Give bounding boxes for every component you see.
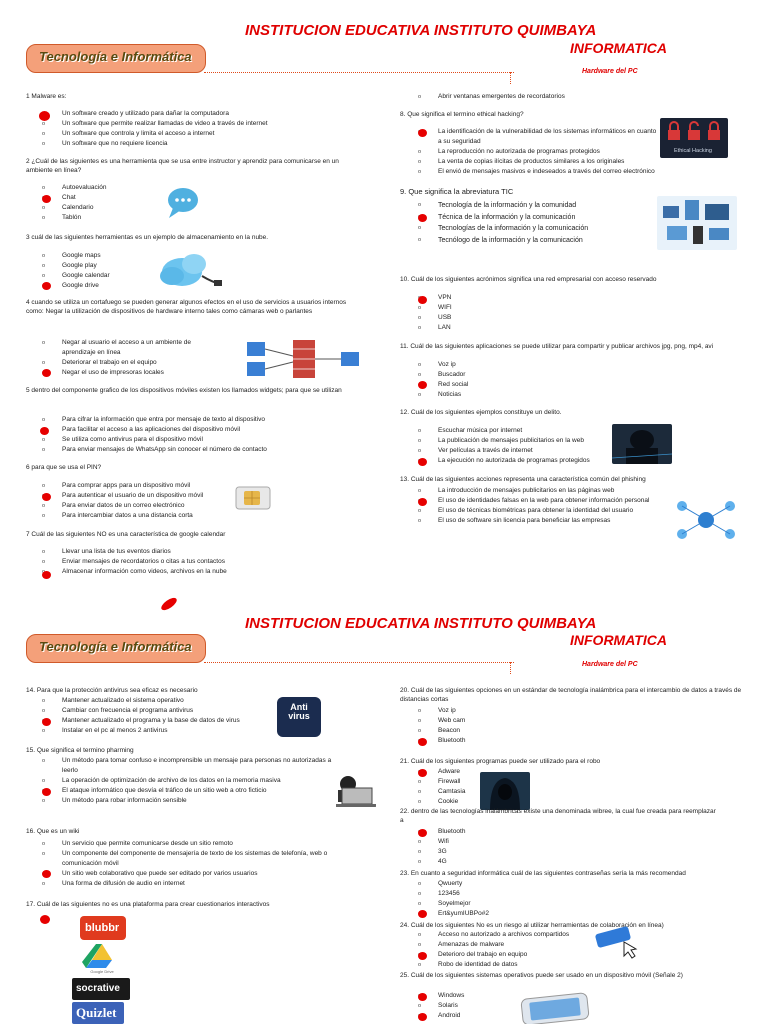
answer-mark: [418, 829, 427, 837]
question-1: 1 Malware es:: [26, 93, 67, 100]
dotted-divider-vertical: [510, 72, 511, 84]
option[interactable]: o La reproducción no autorizada de programas protegidos: [418, 147, 658, 157]
hacker-laptop-image: [324, 774, 376, 808]
answer-mark: [418, 738, 427, 746]
option[interactable]: o Google calendar: [42, 271, 110, 281]
question-16: 16. Que es un wiki: [26, 828, 80, 835]
option[interactable]: o El uso de identidades falsas en la web para obtener información personal: [418, 496, 673, 506]
option[interactable]: o Google drive: [42, 281, 110, 291]
option[interactable]: o Cambiar con frecuencia el programa antivirus: [42, 706, 282, 716]
option[interactable]: o Tecnólogo de la información y la comunicación: [418, 235, 658, 247]
question-4: 4 cuando se utiliza un cortafuego se pueden generar algunos efectos en el uso de servicios a usuarios internos como: Negar la utilización de dispositivos de hardware interno tales como cámaras web o parlantes: [26, 299, 347, 315]
option[interactable]: o Wifi: [418, 837, 465, 847]
option[interactable]: o 3G: [418, 847, 465, 857]
option[interactable]: o Voz ip: [418, 360, 468, 370]
question-2: 2 ¿Cuál de las siguientes es una herramienta que se usa entre instructor y aprendiz para comunicarse en un ambiente en línea?: [26, 158, 339, 174]
answer-mark: [418, 296, 427, 304]
option[interactable]: o Para comprar apps para un dispositivo móvil: [42, 481, 242, 491]
option[interactable]: o Noticias: [418, 390, 468, 400]
option[interactable]: o Google maps: [42, 251, 110, 261]
subject-title: INFORMATICA: [570, 40, 667, 56]
answer-mark: [42, 571, 51, 579]
answer-mark: [418, 1013, 427, 1021]
option[interactable]: o Chat: [42, 193, 106, 203]
options-q13: [418, 486, 673, 526]
option[interactable]: o La publicación de mensajes publicitarios en la web: [418, 436, 618, 446]
question-10: 10. Cuál de los siguientes acrónimos significa una red empresarial con acceso reservado: [400, 276, 657, 283]
question-7: 7 Cuál de las siguientes NO es una característica de google calendar: [26, 531, 226, 538]
option[interactable]: o La introducción de mensajes publicitarios en las páginas web: [418, 486, 673, 496]
option[interactable]: o Instalar en el pc al menos 2 antivirus: [42, 726, 282, 736]
option[interactable]: o Bluetooth: [418, 736, 465, 746]
option[interactable]: o La operación de optimización de archivo de los datos en la memoria masiva: [42, 776, 332, 786]
answer-mark: [42, 282, 51, 290]
option[interactable]: o Ert&yumIUBPo#2: [418, 909, 489, 919]
dotted-divider: [204, 662, 514, 663]
question-21: 21. Cuál de los siguientes programas puede ser utilizado para el robo: [400, 758, 601, 765]
option[interactable]: o Para intercambiar datos a una distancia corta: [42, 511, 242, 521]
answer-mark: [39, 111, 50, 121]
options-q15: [42, 756, 332, 806]
option[interactable]: o Firewall: [418, 777, 465, 787]
answer-mark: [418, 769, 427, 777]
question-11: 11. Cuál de las siguientes aplicaciones se puede utilizar para compartir y publicar archivos jpg, png, mp4, avi: [400, 343, 714, 350]
blubbr-logo-text: blubbr: [85, 922, 120, 934]
question-25: 25. Cuál de los siguientes sistemas operativos puede ser usado en un dispositivo móvil (Señale 2): [400, 972, 683, 979]
options-q7: [42, 547, 372, 577]
option[interactable]: o Calendario: [42, 203, 106, 213]
option[interactable]: o Camtasia: [418, 787, 465, 797]
network-diagram-icon: [674, 496, 738, 544]
google-drive-icon: [82, 942, 122, 974]
answer-mark: [418, 381, 427, 389]
question-15: 15. Que significa el termino pharming: [26, 747, 134, 754]
dotted-divider: [204, 72, 514, 73]
answer-mark: [418, 993, 427, 1001]
option[interactable]: o Cookie: [418, 797, 465, 807]
option[interactable]: o Un componente del componente de mensajería de texto de los sistemas de telefonía, web o comunicación móvil: [42, 849, 352, 869]
antivirus-logo: [277, 697, 321, 737]
option[interactable]: o Almacenar información como videos, archivos en la nube: [42, 567, 372, 577]
question-14: 14. Para que la protección antivirus sea eficaz es necesario: [26, 687, 198, 694]
option[interactable]: o El uso de técnicas biométricas para obtener la identidad del usuario: [418, 506, 673, 516]
options-q6: [42, 481, 242, 521]
option[interactable]: o Para facilitar el acceso a las aplicaciones del dispositivo móvil: [42, 425, 372, 435]
option[interactable]: o WIFI: [418, 303, 452, 313]
option[interactable]: o Adware: [418, 767, 465, 777]
image-caption: Ethical Hacking: [674, 148, 712, 154]
option[interactable]: o Tablón: [42, 213, 106, 223]
option[interactable]: o LAN: [418, 323, 452, 333]
option[interactable]: o Un software que no requiere licencia: [42, 139, 372, 149]
options-q12: [418, 426, 618, 466]
options-q24: [418, 930, 569, 970]
click-button-icon: [594, 924, 644, 960]
option[interactable]: o Para cifrar la información que entra por mensaje de texto al dispositivo: [42, 415, 372, 425]
question-17: 17. Cuál de las siguientes no es una plataforma para crear cuestionarios interactivos: [26, 901, 270, 908]
option[interactable]: o Un método para robar información sensible: [42, 796, 332, 806]
option[interactable]: o USB: [418, 313, 452, 323]
option[interactable]: o Android: [418, 1011, 464, 1021]
option[interactable]: o Google play: [42, 261, 110, 271]
quizlet-logo: [72, 1002, 124, 1024]
dotted-divider-vertical: [510, 662, 511, 674]
option[interactable]: o Soyelmejor: [418, 899, 489, 909]
option[interactable]: o Bluetooth: [418, 827, 465, 837]
options-q16: [42, 839, 352, 889]
option[interactable]: o Una forma de difusión de audio en internet: [42, 879, 352, 889]
option[interactable]: o Windows: [418, 991, 464, 1001]
cloud-icon: [158, 250, 224, 290]
hacker-image: [612, 424, 672, 464]
quizlet-logo-text: Quizlet: [76, 1005, 117, 1020]
option[interactable]: o Qwuerty: [418, 879, 489, 889]
option[interactable]: o Deteriorar el trabajo en el equipo: [42, 358, 217, 368]
answer-mark: [418, 498, 427, 506]
answer-mark: [42, 369, 51, 377]
option[interactable]: o Red social: [418, 380, 468, 390]
answer-mark: [40, 427, 49, 435]
badge-label: Tecnología e Informática: [39, 49, 192, 64]
option[interactable]: o Un software creado y utilizado para dañar la computadora: [42, 109, 372, 119]
option[interactable]: o Negar el uso de impresoras locales: [42, 368, 217, 378]
subject-subtitle: Hardware del PC: [582, 68, 638, 75]
question-8: 8. Que significa el termino ethical hacking?: [400, 111, 524, 118]
smartphone-image: [518, 992, 592, 1024]
question-12: 12. Cuál de los siguientes ejemplos constituye un delito.: [400, 409, 562, 416]
answer-mark: [418, 910, 427, 918]
option[interactable]: o Se utiliza como antivirus para el dispositivo móvil: [42, 435, 372, 445]
option[interactable]: o Amenazas de malware: [418, 940, 569, 950]
blubbr-logo: [80, 916, 126, 940]
options-q11: [418, 360, 468, 400]
answer-mark: [40, 915, 50, 924]
answer-mark: [42, 493, 51, 501]
answer-mark: [418, 214, 427, 222]
subject-badge: [26, 634, 206, 663]
option[interactable]: o Acceso no autorizado a archivos compartidos: [418, 930, 569, 940]
options-q14: [42, 696, 282, 736]
option[interactable]: o Técnica de la información y la comunicación: [418, 212, 658, 224]
option[interactable]: o Tecnologías de la información y la comunicación: [418, 223, 658, 235]
devices-collage-image: [657, 196, 737, 250]
question-5: 5 dentro del componente grafico de los dispositivos móviles existen los llamados widgets; para que se utilizan: [26, 387, 342, 394]
socrative-logo: [72, 978, 130, 1000]
option[interactable]: o Buscador: [418, 370, 468, 380]
option[interactable]: o Abrir ventanas emergentes de recordatorios: [418, 92, 718, 102]
page-title: INSTITUCION EDUCATIVA INSTITUTO QUIMBAYA: [245, 22, 597, 39]
badge-label: Tecnología e Informática: [39, 639, 192, 654]
firewall-icon: [245, 336, 363, 384]
options-q23: [418, 879, 489, 919]
option[interactable]: o VPN: [418, 293, 452, 303]
option[interactable]: o Tecnología de la información y la comunidad: [418, 200, 658, 212]
option[interactable]: o La venta de copias ilícitas de productos similares a los originales: [418, 157, 658, 167]
answer-mark: [418, 129, 427, 137]
options-q7-continued: [418, 92, 718, 102]
options-q4: [42, 338, 217, 378]
question-9: 9. Que significa la abreviatura TIC: [400, 187, 514, 196]
question-22: 22. dentro de las tecnologías inalámbricas existe una denominada wibree, la cual fue creada para reemplazar a: [400, 808, 716, 824]
question-6: 6 para que se usa el PIN?: [26, 464, 102, 471]
option[interactable]: o Para enviar mensajes de WhatsApp sin conocer el número de contacto: [42, 445, 372, 455]
answer-mark: [42, 195, 51, 203]
answer-mark: [42, 788, 51, 796]
question-13: 13. Cuál de las siguientes acciones representa una característica común del phishing: [400, 476, 646, 483]
option[interactable]: o Un servicio que permite comunicarse desde un sitio remoto: [42, 839, 352, 849]
option[interactable]: o Enviar mensajes de recordatorios o citas a tus contactos: [42, 557, 372, 567]
options-q2: [42, 183, 106, 223]
option[interactable]: o Un software que permite realizar llamadas de video a través de internet: [42, 119, 372, 129]
option[interactable]: o 123456: [418, 889, 489, 899]
option[interactable]: o Mantener actualizado el programa y la base de datos de virus: [42, 716, 282, 726]
answer-mark: [418, 458, 427, 466]
question-20: 20. Cuál de las siguientes opciones en un estándar de tecnología inalámbrica para el intercambio de datos a través de distancias cortas: [400, 687, 742, 703]
options-q8: [418, 127, 658, 177]
page-title: INSTITUCION EDUCATIVA INSTITUTO QUIMBAYA: [245, 615, 597, 632]
option[interactable]: o El envió de mensajes masivos e indeseados a través del correo electrónico: [418, 167, 658, 177]
answer-mark: [42, 718, 51, 726]
hooded-hacker-image: [480, 772, 530, 810]
option[interactable]: o Un sitio web colaborativo que puede ser editado por varios usuarios: [42, 869, 352, 879]
option[interactable]: o Un software que controla y limita el acceso a internet: [42, 129, 372, 139]
options-q1: [42, 109, 372, 149]
subject-badge: [26, 44, 206, 73]
option[interactable]: o Robo de identidad de datos: [418, 960, 569, 970]
socrative-logo-text: socrative: [76, 983, 120, 994]
options-q3: [42, 251, 110, 291]
ethical-hacking-image: [660, 118, 728, 158]
chat-icon: [165, 186, 203, 220]
option[interactable]: o El ataque informático que desvía el tráfico de un sitio web a otro ficticio: [42, 786, 332, 796]
google-drive-caption: Google Drive: [90, 969, 114, 974]
answer-mark: [418, 952, 427, 960]
options-q5: [42, 415, 372, 455]
option[interactable]: o Escuchar música por internet: [418, 426, 618, 436]
option[interactable]: o La ejecución no autorizada de programas protegidos: [418, 456, 618, 466]
option[interactable]: o Ver películas a través de internet: [418, 446, 618, 456]
question-23: 23. En cuanto a seguridad informática cuál de las siguientes contraseñas sería la más recomendad: [400, 870, 686, 877]
worksheet-page-2: [0, 606, 768, 1024]
option[interactable]: o Un método para tomar confuso e incomprensible un mensaje para personas no autorizadas a leerlo: [42, 756, 332, 776]
option[interactable]: o Solaris: [418, 1001, 464, 1011]
sim-card-icon: [232, 483, 274, 513]
option[interactable]: o Para autenticar el usuario de un dispositivo móvil: [42, 491, 242, 501]
option[interactable]: o Mantener actualizado el sistema operativo: [42, 696, 282, 706]
option[interactable]: o Voz ip: [418, 706, 465, 716]
option[interactable]: o Beacon: [418, 726, 465, 736]
options-q9: [418, 200, 658, 246]
option[interactable]: o Deterioro del trabajo en equipo: [418, 950, 569, 960]
option[interactable]: o El uso de software sin licencia para beneficiar las empresas: [418, 516, 673, 526]
option[interactable]: o Para enviar datos de un correo electrónico: [42, 501, 242, 511]
subject-title: INFORMATICA: [570, 632, 667, 648]
question-3: 3 cuál de las siguientes herramientas es un ejemplo de almacenamiento en la nube.: [26, 234, 269, 241]
option[interactable]: o 4G: [418, 857, 465, 867]
option[interactable]: o Llevar una lista de tus eventos diarios: [42, 547, 372, 557]
option[interactable]: o Negar al usuario el acceso a un ambiente de aprendizaje en línea: [42, 338, 217, 358]
antivirus-logo-text: Anti virus: [288, 702, 310, 721]
subject-subtitle: Hardware del PC: [582, 661, 638, 668]
option[interactable]: o Web cam: [418, 716, 465, 726]
option[interactable]: o La identificación de la vulnerabilidad de los sistemas informáticos en cuanto a su seguridad: [418, 127, 658, 147]
question-24: 24. Cuál de los siguientes No es un riesgo al utilizar herramientas de colaboración en línea): [400, 922, 664, 929]
option[interactable]: o Autoevaluación: [42, 183, 106, 193]
answer-mark: [42, 870, 51, 878]
